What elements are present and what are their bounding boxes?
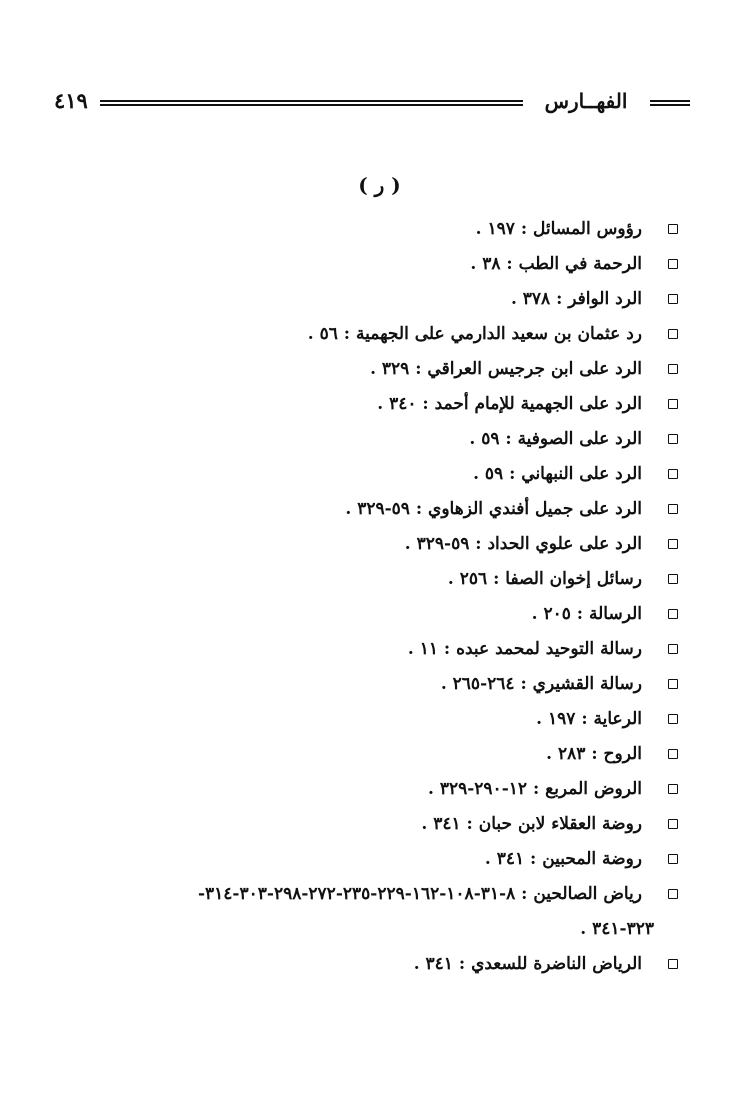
index-entry (14, 422, 654, 457)
square-bullet-icon (668, 749, 678, 759)
square-bullet-icon (668, 434, 678, 444)
index-entry (14, 562, 654, 597)
index-entry (14, 247, 654, 282)
index-entry (14, 597, 654, 632)
index-entry (14, 842, 654, 877)
index-entry (14, 282, 654, 317)
square-bullet-icon (668, 644, 678, 654)
index-entry-text: رياض الصالحين : ٨-٣١-١٠٨-١٦٢-٢٢٩-٢٣٥-٢٧٢-٢٩٨-٣٠٣-٣١٤- (197, 884, 642, 904)
index-entry (14, 807, 654, 842)
index-entry-text: الرد على ابن جرجيس العراقي : ٣٢٩ . (370, 359, 642, 379)
index-entry-text: الرد الوافر : ٣٧٨ . (510, 289, 642, 309)
square-bullet-icon (668, 679, 678, 689)
index-entry-text: الرد على الجهمية للإمام أحمد : ٣٤٠ . (377, 394, 642, 414)
index-entry (14, 492, 654, 527)
square-bullet-icon (668, 854, 678, 864)
square-bullet-icon (668, 819, 678, 829)
index-entry-text: رسائل إخوان الصفا : ٢٥٦ . (447, 569, 642, 589)
square-bullet-icon (668, 504, 678, 514)
index-entry (14, 772, 654, 807)
index-entry (14, 737, 654, 772)
section-letter-heading: ( ر ) (358, 173, 401, 197)
index-entry-text: روضة المحبين : ٣٤١ . (484, 849, 642, 869)
index-entry-continuation: ٣٢٣-٣٤١ . (580, 919, 654, 939)
index-entry-text: روضة العقلاء لابن حبان : ٣٤١ . (421, 814, 642, 834)
square-bullet-icon (668, 224, 678, 234)
header-title: الفهــارس (544, 89, 628, 113)
square-bullet-icon (668, 574, 678, 584)
index-entry (14, 352, 654, 387)
square-bullet-icon (668, 364, 678, 374)
index-entry-text: رد عثمان بن سعيد الدارمي على الجهمية : ٥٦ . (307, 324, 642, 344)
square-bullet-icon (668, 469, 678, 479)
index-entry (14, 457, 654, 492)
square-bullet-icon (668, 609, 678, 619)
index-entry-text: الرعاية : ١٩٧ . (536, 709, 642, 729)
header-rule-short (650, 100, 690, 106)
header-rule-long (100, 100, 523, 106)
square-bullet-icon (668, 784, 678, 794)
index-entry-text: الروض المربع : ١٢-٢٩٠-٣٢٩ . (427, 779, 642, 799)
square-bullet-icon (668, 959, 678, 969)
index-entry (14, 702, 654, 737)
square-bullet-icon (668, 259, 678, 269)
index-entry-list (14, 212, 654, 982)
index-entry-text: رسالة القشيري : ٢٦٤-٢٦٥ . (440, 674, 642, 694)
index-entry-text: الروح : ٢٨٣ . (546, 744, 642, 764)
index-entry-text: رؤوس المسائل : ١٩٧ . (475, 219, 642, 239)
square-bullet-icon (668, 329, 678, 339)
index-entry-text: الرد على جميل أفندي الزهاوي : ٥٩-٣٢٩ . (345, 499, 642, 519)
square-bullet-icon (668, 399, 678, 409)
index-entry-text: الرياض الناضرة للسعدي : ٣٤١ . (413, 954, 642, 974)
index-entry-text: الرد على علوي الحداد : ٥٩-٣٢٩ . (404, 534, 642, 554)
index-entry-text: رسالة التوحيد لمحمد عبده : ١١ . (407, 639, 642, 659)
square-bullet-icon (668, 714, 678, 724)
index-entry-text: الرسالة : ٢٠٥ . (531, 604, 642, 624)
square-bullet-icon (668, 889, 678, 899)
index-entry (14, 877, 654, 947)
index-entry-text: الرد على النبهاني : ٥٩ . (473, 464, 642, 484)
index-entry (14, 527, 654, 562)
index-entry (14, 212, 654, 247)
square-bullet-icon (668, 294, 678, 304)
index-entry (14, 667, 654, 702)
index-entry (14, 947, 654, 982)
page-number: ٤١٩ (54, 88, 88, 113)
index-entry (14, 387, 654, 422)
square-bullet-icon (668, 539, 678, 549)
index-entry (14, 632, 654, 667)
index-entry-text: الرحمة في الطب : ٣٨ . (470, 254, 642, 274)
index-entry (14, 317, 654, 352)
index-entry-text: الرد على الصوفية : ٥٩ . (469, 429, 642, 449)
